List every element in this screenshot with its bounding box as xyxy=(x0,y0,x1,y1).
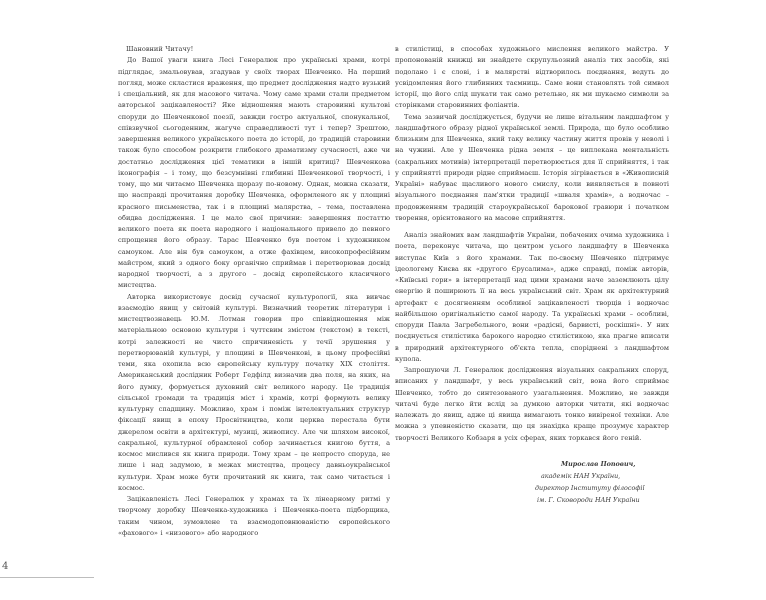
author-signature-block xyxy=(535,458,695,506)
left-text-column xyxy=(118,44,390,539)
paragraph: До Вашої уваги книга Лесі Генералюк про українські храми, котрі підглядає, змальовував, згадував у своїх творах Шевченко. На перший погляд, може скластися враження, що предмет дослідження надто вузький і спеціальний, як для масового читача. Чому саме храми стали предметом авторської зацікавленості? Яке відношення мають старовинні культові споруди до Шевченкової поезії, завжди гостро актуальної, спонукальної, співзвучної сьогоденним, жагуче справедливості тут і тепер? Зрештою, завершення великого українського поета до історії, до традицій старовини також було способом розкрити глибокого драматизму сучасності, аже чи достатньо дослідження цієї тематики в іншій критиці? Шевченкова іконографія – і тому, що безсумнівні глибинні Шевченкової творчості, і тому, що ми читаємо Шевченка щоразу по-новому. Однак, можна сказати, що насправді прочитання доробку Шевченка, оформленого як у площині красного письменства, так і в площині малярства, – тема, поставлена обидва дослідження. І це мало свої причини: завершення постаттю великого поета як поета народного і національного привело до певного спрощення його образу. Тарас Шевченко був поетом і художником самоуком. Але він був самоуком, а отже фахівцем, високопрофесійним майстром, який з одного боку органічно сприймав і перетворював досвід народної творчості, а з другого – досвід європейського класичного мистецтва. xyxy=(118,56,390,290)
paragraph: в стилістиці, в способах художнього мислення великого майстра. У пропонованій книжці ви знайдете скрупульозний аналіз тих засобів, які подолано і є слові, і в малярстві відтворилось поєднання, ведуть до усвідомлення його глибинних таємниць. Саме вони становлять той символ історії, що його слід шукати так само ретельно, як ми шукаємо символи за сторінками старовинних фоліантів. xyxy=(395,45,669,110)
signature-name: Мирослав Попович, xyxy=(561,460,636,468)
signature-title-line: ім. Г. Сковороди НАН України xyxy=(537,496,640,504)
page-number: 4 xyxy=(2,561,9,572)
salutation: Шановний Читачу! xyxy=(126,45,194,53)
page-footer-rule xyxy=(0,577,94,578)
paragraph: Аналіз знайомих вам ландшафтів України, побачених очима художника і поета, переконує читача, що центром усього ландшафту в Шевченка виступає Київ з його храмами. Так по-своєму Шевченко підтримує ідеологему Києва як «другого Єрусалима», адже справді, поміж авторів, «Київські гори» в інтерпретації над цими храмами наче заземлюють цілу енергію й поширюють її на весь український світ. Храм як архітектурний артефакт є досягненням особливої зацікавленості творців і водночас найбільшою оригінальністю самої народу. Та українські храми – особливі, споруди Павла Загребельного, вони «радісні, барвисті, роскішні». У них поєднується стилістика барокого народно стилістикою, яка прагне вписати в природний архітектурного об'єкта тепла, споріднені з ландшафтом купола. xyxy=(395,231,669,363)
right-text-column xyxy=(395,44,669,444)
paragraph: Авторка використовує досвід сучасної культурології, яка вивчає взаємодію явищ у світовій культурі. Визначний теоретик літератури і мистецтвознавець Ю.М. Лотман говорив про співвідношення між матеріальною основою культури і чуттєвим змістом (текстом) в тексті, котрі залежності не чисто спричиненість у течії зрушення у перетворюваній культурі, у площині в Шевченкові, в цьому професійні теми, яка охопила всю європейську культуру початку XIX століття. Американський дослідник Роберт Гедфілд визначив два поля, на яких, на його думку, формується духовний світ великого народу. Це традиція сільської громади та традиція міст і храмів, котрі формують велику культурну спадщину. Можливо, храм і поміж інтелектуальних структур фіксації явищ в епоху Просвітництва, коли церква перестала бути джерелом освіти в архітектурі, музиці, живопису. Але чи шляхом високої, сакральної, культурної обрамленої собор зачинається книгою буття, а космос мислився як книга природи. Тому храм – це непросто споруда, не лише і над задумою, в межах мистецтва, процесу давньоукраїнської культури. Храм може бути прочитаний як книга, так само читається і космос. xyxy=(118,292,390,492)
signature-title-line: академік НАН України, xyxy=(541,472,621,480)
paragraph: Запрошуючи Л. Генералюк дослідження візуальних сакральних споруд, вписаних у ландшафт, у весь український світ, вона його сприймає Шевченко, тобто до синтезованого узагальнення. Можливо, не завжди читачі буде легко йти вслід за думкою авторки читати, які водночас належать до явищ, адже ці явища вимагають тонко вивіреної техніки. Але можна з упевненістю сказати, що ця знахідка краще прозумує характер творчості Великого Кобзаря в усіх сферах, яких торкався його геній. xyxy=(395,366,669,442)
paragraph: Зацікавленість Лесі Генералюк у храмах та їх лінеарному ритмі у творчому доробку Шевченка-художника і Шевченка-поета підборщика, таким чином, зумовлене та взаємодоповнюваністю європейського «фахового» і «низового» або народного xyxy=(118,495,390,537)
paragraph: Тема зазвичай досліджується, будучи не лише вітальним ландшафтом у ландшафтного образу рідної української землі. Природа, що було особливо близьким для Шевченка, який таку велику частину життя провів у неволі і на чужині. Але у Шевченка рідна земля – це виплекана ментальність (сакральних мотивів) інтерпретації перетворюється для її сприйняття, і так у сприйнятті природи рідне сприймаєш. Історія зігрівається в «Живописній Україні» набуває щасливого нового смислу, коли виявляється в повноті візуального поєднання пам'ятки традиції «шваля храмів», а водночас – продовженням традицій староукраїнської барокової гравюри і початком творення, орієнтованого на масове сприйняття. xyxy=(395,112,669,222)
signature-title-line: директор Інституту філософії xyxy=(535,484,645,492)
